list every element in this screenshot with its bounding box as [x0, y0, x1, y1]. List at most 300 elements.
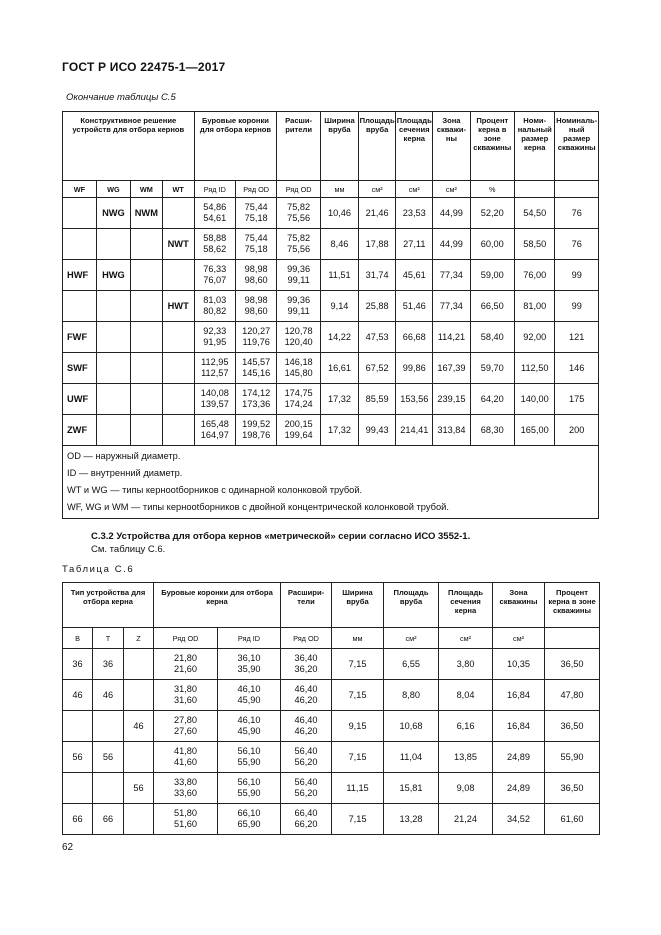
- cell-wall: 9,14: [320, 291, 358, 322]
- cell-reamer: [281, 773, 332, 804]
- cell-area-core: 99,86: [396, 353, 433, 384]
- cell-reamer-value: 75,82: [287, 202, 311, 212]
- sub-mm: мм: [332, 628, 384, 649]
- cell-wall: 10,46: [320, 198, 358, 229]
- cell-reamer-value: 36,20: [294, 664, 318, 674]
- header-area-cut: Площадь вруба: [384, 583, 439, 628]
- cell-wg: [96, 415, 130, 446]
- cell-od: [154, 711, 218, 742]
- cell-wm: [130, 384, 162, 415]
- cell-nom-size: 165,00: [515, 415, 555, 446]
- cell-id: [218, 773, 281, 804]
- cell-zone: 44,99: [433, 198, 470, 229]
- header-reamers: Расширители: [277, 112, 321, 181]
- sub-cm2-a: см²: [384, 628, 439, 649]
- cell-b: [63, 711, 93, 742]
- cell-nom-size: 54,50: [515, 198, 555, 229]
- cell-z: 46: [124, 711, 154, 742]
- cell-area-core: 13,85: [439, 742, 493, 773]
- cell-wm: [130, 291, 162, 322]
- cell-id-value: 55,90: [237, 788, 261, 798]
- cell-wm: [130, 260, 162, 291]
- cell-od-value: 119,76: [242, 337, 270, 347]
- cell-id-value: 165,48: [200, 419, 229, 429]
- cell-reamer-value: 174,75: [284, 388, 313, 398]
- cell-id-value: 112,57: [201, 368, 229, 378]
- cell-id: [194, 198, 235, 229]
- cell-pct: 60,00: [470, 229, 515, 260]
- cell-reamer-value: 75,56: [287, 244, 311, 254]
- cell-reamer: [281, 742, 332, 773]
- cell-area-core: 8,04: [439, 680, 493, 711]
- sub-reamer-od: Ряд OD: [277, 181, 321, 198]
- sub-cm2-b: см²: [396, 181, 433, 198]
- cell-id-value: 55,90: [237, 757, 261, 767]
- sub-od: Ряд OD: [235, 181, 276, 198]
- sub-empty: [545, 628, 600, 649]
- cell-id-value: 46,10: [237, 684, 261, 694]
- cell-id-value: 45,90: [237, 695, 261, 705]
- cell-id: [194, 260, 235, 291]
- cell-reamer-value: 36,40: [294, 653, 318, 663]
- cell-area-cut: 67,52: [359, 353, 396, 384]
- cell-wf: FWF: [63, 322, 97, 353]
- sub-empty-a: [515, 181, 555, 198]
- cell-wg: NWG: [96, 198, 130, 229]
- cell-wall: 16,61: [320, 353, 358, 384]
- cell-pct: 59,00: [470, 260, 515, 291]
- cell-reamer-value: 146,18: [284, 357, 313, 367]
- cell-reamer: [281, 711, 332, 742]
- header-nom-well: Номинальный размер скважины: [555, 112, 599, 181]
- header-wall: Ширина вруба: [320, 112, 358, 181]
- cell-z: [124, 680, 154, 711]
- cell-wt: [162, 415, 194, 446]
- cell-id-value: 76,07: [203, 275, 227, 285]
- cell-id: [194, 229, 235, 260]
- cell-od-value: 31,80: [174, 684, 198, 694]
- sub-cm2-c: см²: [493, 628, 545, 649]
- cell-id-value: 139,57: [200, 399, 229, 409]
- cell-pct: 59,70: [470, 353, 515, 384]
- cell-nom-well: 76: [555, 198, 599, 229]
- cell-nom-size: 81,00: [515, 291, 555, 322]
- cell-reamer-value: 145,80: [284, 368, 313, 378]
- cell-t: 56: [93, 742, 124, 773]
- sub-wf: WF: [63, 181, 97, 198]
- cell-pct: 64,20: [470, 384, 515, 415]
- cell-zone: 10,35: [493, 649, 545, 680]
- sub-b: B: [63, 628, 93, 649]
- cell-wf: SWF: [63, 353, 97, 384]
- cell-wm: [130, 322, 162, 353]
- table-row: [63, 260, 599, 291]
- cell-od-value: 174,12: [242, 388, 271, 398]
- cell-od-value: 31,60: [174, 695, 198, 705]
- header-nom-size: Номинальный размер керна: [515, 112, 555, 181]
- note-id: ID — внутренний диаметр.: [67, 468, 183, 478]
- cell-od: [235, 198, 276, 229]
- table-c5-header-row: [63, 112, 599, 181]
- cell-wg: HWG: [96, 260, 130, 291]
- sub-z: Z: [124, 628, 154, 649]
- cell-nom-well: 99: [555, 291, 599, 322]
- cell-wt: [162, 260, 194, 291]
- cell-zone: 77,34: [433, 260, 470, 291]
- cell-od: [235, 322, 276, 353]
- cell-wt: [162, 198, 194, 229]
- cell-wf: ZWF: [63, 415, 97, 446]
- cell-area-cut: 6,55: [384, 649, 439, 680]
- cell-od-value: 33,60: [174, 788, 198, 798]
- table-row: [63, 322, 599, 353]
- cell-od: [154, 773, 218, 804]
- cell-b: 56: [63, 742, 93, 773]
- cell-wall: 9,15: [332, 711, 384, 742]
- cell-area-cut: 25,88: [359, 291, 396, 322]
- cell-od-value: 75,18: [244, 213, 268, 223]
- cell-wall: 7,15: [332, 804, 384, 835]
- cell-wt: [162, 322, 194, 353]
- table-c5-caption: Окончание таблицы С.5: [66, 92, 176, 103]
- cell-nom-size: 140,00: [515, 384, 555, 415]
- cell-id-value: 45,90: [237, 726, 261, 736]
- cell-id: [218, 649, 281, 680]
- section-subtext: См. таблицу С.6.: [91, 544, 166, 555]
- table-row: [63, 804, 600, 835]
- cell-wg: [96, 322, 130, 353]
- sub-reamer-od: Ряд OD: [281, 628, 332, 649]
- cell-id-value: 164,97: [200, 430, 229, 440]
- cell-id-value: 91,95: [203, 337, 227, 347]
- cell-wall: 14,22: [320, 322, 358, 353]
- cell-id: [194, 384, 235, 415]
- table-c5: [62, 111, 599, 519]
- cell-od-value: 75,18: [244, 244, 268, 254]
- table-row: [63, 384, 599, 415]
- cell-reamer-value: 56,20: [294, 757, 318, 767]
- cell-id: [194, 353, 235, 384]
- cell-od-value: 51,60: [174, 819, 198, 829]
- cell-od-value: 21,80: [174, 653, 198, 663]
- cell-pct: 52,20: [470, 198, 515, 229]
- cell-wall: 7,15: [332, 742, 384, 773]
- cell-od-value: 98,60: [244, 306, 268, 316]
- cell-od-value: 75,44: [244, 233, 268, 243]
- table-row: [63, 649, 600, 680]
- cell-id-value: 54,86: [203, 202, 227, 212]
- cell-area-cut: 99,43: [359, 415, 396, 446]
- sub-od: Ряд OD: [154, 628, 218, 649]
- cell-nom-well: 175: [555, 384, 599, 415]
- sub-cm2-b: см²: [439, 628, 493, 649]
- header-devices: Конструктивное решение устройств для отбора кернов: [63, 112, 195, 181]
- cell-id-value: 56,10: [237, 777, 261, 787]
- cell-od-value: 199,52: [242, 419, 271, 429]
- cell-area-core: 45,61: [396, 260, 433, 291]
- cell-t: 46: [93, 680, 124, 711]
- table-c6-caption: Таблица С.6: [62, 564, 135, 575]
- cell-id: [218, 742, 281, 773]
- header-zone: Зона скважины: [493, 583, 545, 628]
- cell-wt: [162, 353, 194, 384]
- cell-zone: 44,99: [433, 229, 470, 260]
- cell-reamer-value: 199,64: [284, 430, 313, 440]
- cell-reamer-value: 46,20: [294, 695, 318, 705]
- cell-id-value: 140,08: [200, 388, 229, 398]
- cell-pct: 66,50: [470, 291, 515, 322]
- cell-nom-well: 200: [555, 415, 599, 446]
- cell-od: [235, 260, 276, 291]
- cell-wall: 7,15: [332, 680, 384, 711]
- table-row: [63, 415, 599, 446]
- cell-zone: 167,39: [433, 353, 470, 384]
- sub-empty-b: [555, 181, 599, 198]
- cell-nom-well: 76: [555, 229, 599, 260]
- note-wt-wg: WT и WG — типы кернootборников с одинарной колонковой трубой.: [67, 485, 363, 495]
- cell-id: [218, 804, 281, 835]
- cell-area-cut: 11,04: [384, 742, 439, 773]
- cell-id-value: 81,03: [203, 295, 227, 305]
- cell-area-cut: 21,46: [359, 198, 396, 229]
- cell-wg: [96, 353, 130, 384]
- cell-zone: 24,89: [493, 742, 545, 773]
- cell-wf: UWF: [63, 384, 97, 415]
- cell-wall: 11,51: [320, 260, 358, 291]
- cell-od: [235, 229, 276, 260]
- cell-reamer-value: 120,40: [284, 337, 313, 347]
- cell-reamer-value: 56,20: [294, 788, 318, 798]
- table-c6-header-row: [63, 583, 600, 628]
- cell-nom-size: 76,00: [515, 260, 555, 291]
- cell-wf: [63, 198, 97, 229]
- cell-reamer: [281, 804, 332, 835]
- cell-od-value: 51,80: [174, 808, 198, 818]
- cell-reamer-value: 120,78: [284, 326, 313, 336]
- cell-wall: 11,15: [332, 773, 384, 804]
- cell-id-value: 65,90: [237, 819, 261, 829]
- sub-wg: WG: [96, 181, 130, 198]
- cell-reamer: [277, 198, 321, 229]
- cell-od-value: 173,36: [242, 399, 271, 409]
- cell-wf: [63, 291, 97, 322]
- table-row: [63, 742, 600, 773]
- cell-id: [194, 415, 235, 446]
- cell-pct: 58,40: [470, 322, 515, 353]
- cell-wall: 7,15: [332, 649, 384, 680]
- cell-wm: [130, 415, 162, 446]
- cell-reamer-value: 66,20: [294, 819, 318, 829]
- cell-z: 56: [124, 773, 154, 804]
- cell-zone: 239,15: [433, 384, 470, 415]
- cell-z: [124, 742, 154, 773]
- cell-wall: 17,32: [320, 415, 358, 446]
- cell-id-value: 58,88: [203, 233, 227, 243]
- header-zone: Зона скважины: [433, 112, 470, 181]
- cell-reamer-value: 56,40: [294, 777, 318, 787]
- header-type: Тип устройства для отбора керна: [63, 583, 154, 628]
- cell-area-core: 51,46: [396, 291, 433, 322]
- cell-od-value: 98,60: [244, 275, 268, 285]
- cell-od-value: 33,80: [174, 777, 198, 787]
- cell-reamer: [277, 322, 321, 353]
- sub-id: Ряд ID: [194, 181, 235, 198]
- cell-reamer-value: 66,40: [294, 808, 318, 818]
- cell-id-value: 46,10: [237, 715, 261, 725]
- sub-mm: мм: [320, 181, 358, 198]
- cell-id-value: 92,33: [203, 326, 227, 336]
- cell-wg: [96, 291, 130, 322]
- header-wall: Ширина вруба: [332, 583, 384, 628]
- header-area-cut: Площадь вруба: [359, 112, 396, 181]
- header-bits: Буровые коронки для отбора кернов: [194, 112, 277, 181]
- cell-pct: 55,90: [545, 742, 600, 773]
- cell-od-value: 27,60: [174, 726, 198, 736]
- page-number: 62: [62, 842, 74, 853]
- cell-id: [218, 711, 281, 742]
- cell-reamer: [277, 291, 321, 322]
- table-row: [63, 773, 600, 804]
- cell-area-cut: 31,74: [359, 260, 396, 291]
- cell-od-value: 41,60: [174, 757, 198, 767]
- cell-wm: NWM: [130, 198, 162, 229]
- cell-reamer-value: 200,15: [284, 419, 313, 429]
- cell-area-cut: 85,59: [359, 384, 396, 415]
- cell-area-core: 21,24: [439, 804, 493, 835]
- cell-area-core: 27,11: [396, 229, 433, 260]
- cell-b: 46: [63, 680, 93, 711]
- cell-area-core: 6,16: [439, 711, 493, 742]
- cell-id-value: 112,95: [201, 357, 229, 367]
- cell-wm: [130, 229, 162, 260]
- cell-pct: 47,80: [545, 680, 600, 711]
- cell-od: [154, 680, 218, 711]
- cell-area-core: 214,41: [396, 415, 433, 446]
- cell-wt: NWT: [162, 229, 194, 260]
- cell-zone: 16,84: [493, 711, 545, 742]
- cell-id-value: 66,10: [237, 808, 261, 818]
- cell-id-value: 35,90: [237, 664, 261, 674]
- section-heading: С.3.2 Устройства для отбора кернов «метрической» серии согласно ИСО 3552-1.: [91, 531, 471, 542]
- cell-od-value: 21,60: [174, 664, 198, 674]
- cell-zone: 77,34: [433, 291, 470, 322]
- cell-zone: 313,84: [433, 415, 470, 446]
- cell-pct: 61,60: [545, 804, 600, 835]
- cell-reamer-value: 99,36: [287, 264, 311, 274]
- cell-wt: HWT: [162, 291, 194, 322]
- sub-id: Ряд ID: [218, 628, 281, 649]
- cell-od-value: 41,80: [174, 746, 198, 756]
- cell-id-value: 56,10: [237, 746, 261, 756]
- cell-nom-size: 58,50: [515, 229, 555, 260]
- cell-od-value: 98,98: [244, 264, 268, 274]
- cell-nom-well: 99: [555, 260, 599, 291]
- table-row: [63, 198, 599, 229]
- cell-reamer: [277, 353, 321, 384]
- cell-zone: 16,84: [493, 680, 545, 711]
- cell-od: [235, 415, 276, 446]
- cell-reamer-value: 46,20: [294, 726, 318, 736]
- cell-id-value: 80,82: [203, 306, 227, 316]
- cell-nom-well: 121: [555, 322, 599, 353]
- cell-b: [63, 773, 93, 804]
- cell-reamer-value: 75,56: [287, 213, 311, 223]
- cell-reamer-value: 75,82: [287, 233, 311, 243]
- cell-od-value: 27,80: [174, 715, 198, 725]
- cell-wm: [130, 353, 162, 384]
- cell-id-value: 54,61: [203, 213, 227, 223]
- table-c5-subheader-row: [63, 181, 599, 198]
- cell-area-cut: 8,80: [384, 680, 439, 711]
- cell-od-value: 98,98: [244, 295, 268, 305]
- cell-reamer-value: 46,40: [294, 715, 318, 725]
- cell-pct: 36,50: [545, 649, 600, 680]
- cell-od-value: 145,57: [242, 357, 271, 367]
- table-c5-notes-row: [63, 446, 599, 519]
- sub-cm2-a: см²: [359, 181, 396, 198]
- cell-wf: [63, 229, 97, 260]
- cell-area-cut: 17,88: [359, 229, 396, 260]
- cell-pct: 36,50: [545, 711, 600, 742]
- cell-nom-size: 112,50: [515, 353, 555, 384]
- cell-id-value: 76,33: [203, 264, 227, 274]
- cell-reamer: [277, 415, 321, 446]
- cell-od-value: 198,76: [242, 430, 271, 440]
- cell-wt: [162, 384, 194, 415]
- cell-od: [235, 291, 276, 322]
- cell-reamer-value: 56,40: [294, 746, 318, 756]
- header-area-core: Площадь сечения керна: [439, 583, 493, 628]
- sub-wt: WT: [162, 181, 194, 198]
- cell-zone: 34,52: [493, 804, 545, 835]
- cell-area-core: 9,08: [439, 773, 493, 804]
- cell-reamer: [281, 680, 332, 711]
- sub-cm2-c: см²: [433, 181, 470, 198]
- sub-wm: WM: [130, 181, 162, 198]
- cell-t: 66: [93, 804, 124, 835]
- cell-reamer: [277, 229, 321, 260]
- note-wf-wg-wm: WF, WG и WM — типы кернootборников с двойной концентрической колонковой трубой.: [67, 502, 449, 512]
- cell-area-core: 3,80: [439, 649, 493, 680]
- header-reamers: Расширители: [281, 583, 332, 628]
- cell-id: [218, 680, 281, 711]
- table-row: [63, 291, 599, 322]
- cell-b: 66: [63, 804, 93, 835]
- cell-id-value: 36,10: [237, 653, 261, 663]
- cell-reamer-value: 99,11: [287, 275, 310, 285]
- table-row: [63, 711, 600, 742]
- cell-id: [194, 291, 235, 322]
- cell-t: [93, 711, 124, 742]
- cell-od: [154, 649, 218, 680]
- cell-nom-well: 146: [555, 353, 599, 384]
- cell-wall: 17,32: [320, 384, 358, 415]
- cell-area-core: 153,56: [396, 384, 433, 415]
- cell-wg: [96, 384, 130, 415]
- cell-reamer-value: 99,36: [287, 295, 311, 305]
- cell-area-cut: 15,81: [384, 773, 439, 804]
- cell-od: [154, 804, 218, 835]
- cell-wall: 8,46: [320, 229, 358, 260]
- note-od: OD — наружный диаметр.: [67, 451, 181, 461]
- cell-area-core: 23,53: [396, 198, 433, 229]
- header-pct: Процент керна в зоне скважины: [545, 583, 600, 628]
- cell-area-cut: 10,68: [384, 711, 439, 742]
- cell-pct: 68,30: [470, 415, 515, 446]
- table-c6-subheader-row: [63, 628, 600, 649]
- cell-reamer: [281, 649, 332, 680]
- cell-reamer-value: 99,11: [287, 306, 310, 316]
